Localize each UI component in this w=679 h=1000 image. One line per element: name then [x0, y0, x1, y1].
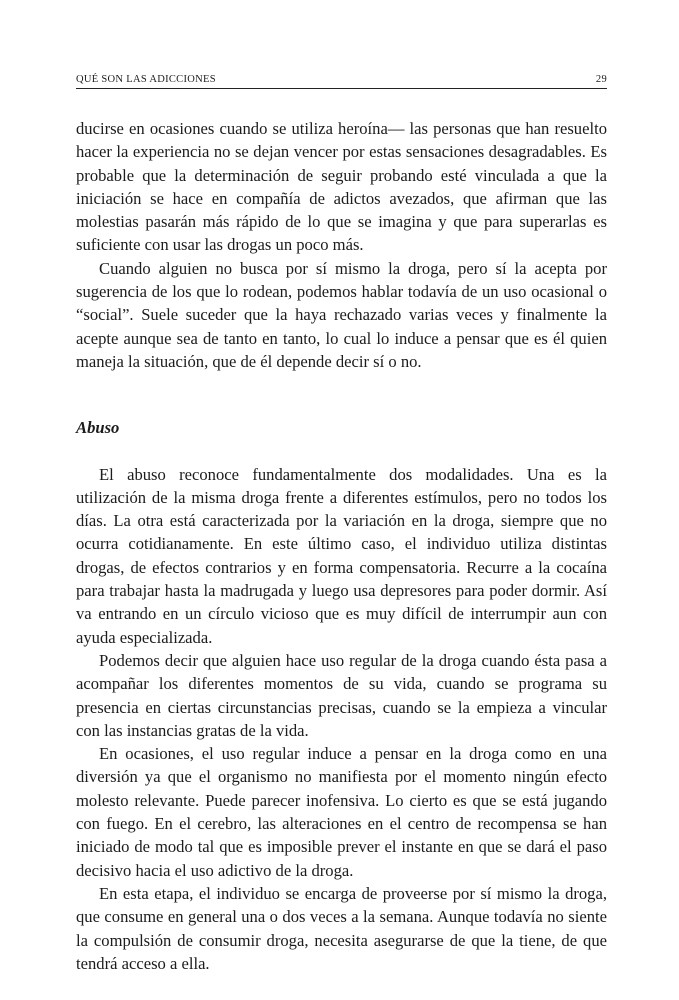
body-text — [76, 117, 607, 975]
running-title: QUÉ SON LAS ADICCIONES — [76, 74, 216, 85]
paragraph: En esta etapa, el individuo se encarga de proveerse por sí mismo la droga, que consume en general una o dos veces a la semana. Aunque todavía no siente la compulsión de consumir droga, necesita asegurarse de que la tiene, de que tendrá acceso a ella. — [76, 883, 607, 973]
paragraph: Cuando alguien no busca por sí mismo la droga, pero sí la acepta por sugerencia de los que lo rodean, podemos hablar todavía de un uso ocasional o “social”. Suele suceder que la haya rechazado varias veces y finalmente la acepte aunque sea de tanto en tanto, lo cual lo induce a pensar que es él quien maneja la situación, que de él depende decir sí o no. — [76, 258, 607, 371]
page-number: 29 — [595, 74, 607, 85]
running-header — [76, 72, 607, 89]
paragraph-continued: ducirse en ocasiones cuando se utiliza heroína— las personas que han resuelto hacer la experiencia no se dejan vencer por estas sensaciones desagradables. Es probable que la determinación de seguir probando esté vinculada a que la iniciación se hace en compañía de adictos avezados, que afirman que las molestias pasarán más rápido de lo que se imagina y que para superarlas es suficiente con usar las drogas un poco más. — [76, 119, 607, 255]
paragraph: Podemos decir que alguien hace uso regular de la droga cuando ésta pasa a acompañar los diferentes momentos de su vida, cuando se programa su presencia en ciertas circunstancias precisas, cuando se la empieza a vincular con las instancias gratas de la vida. — [76, 650, 607, 740]
paragraph: El abuso reconoce fundamentalmente dos modalidades. Una es la utilización de la misma droga frente a diferentes estímulos, pero no todos los días. La otra está caracterizada por la variación en la droga, siempre que no ocurra cotidianamente. En este último caso, el individuo utiliza distintas drogas, de efectos contrarios y en forma compensatoria. Recurre a la cocaína para trabajar hasta la madrugada y luego usa depresores para poder dormir. Así va entrando en un círculo vicioso que es muy difícil de interrumpir aun con ayuda especializada. — [76, 464, 607, 647]
paragraph: En ocasiones, el uso regular induce a pensar en la droga como en una diversión ya que el organismo no manifiesta por el momento ningún efecto molesto relevante. Puede parecer inofensiva. Lo cierto es que se está jugando con fuego. En el cerebro, las alteraciones en el centro de recompensa se han iniciado de modo tal que es imposible prever el instante en que se dará el paso decisivo hacia el uso adictivo de la droga. — [76, 744, 607, 880]
section-heading: Abuso — [76, 418, 120, 438]
